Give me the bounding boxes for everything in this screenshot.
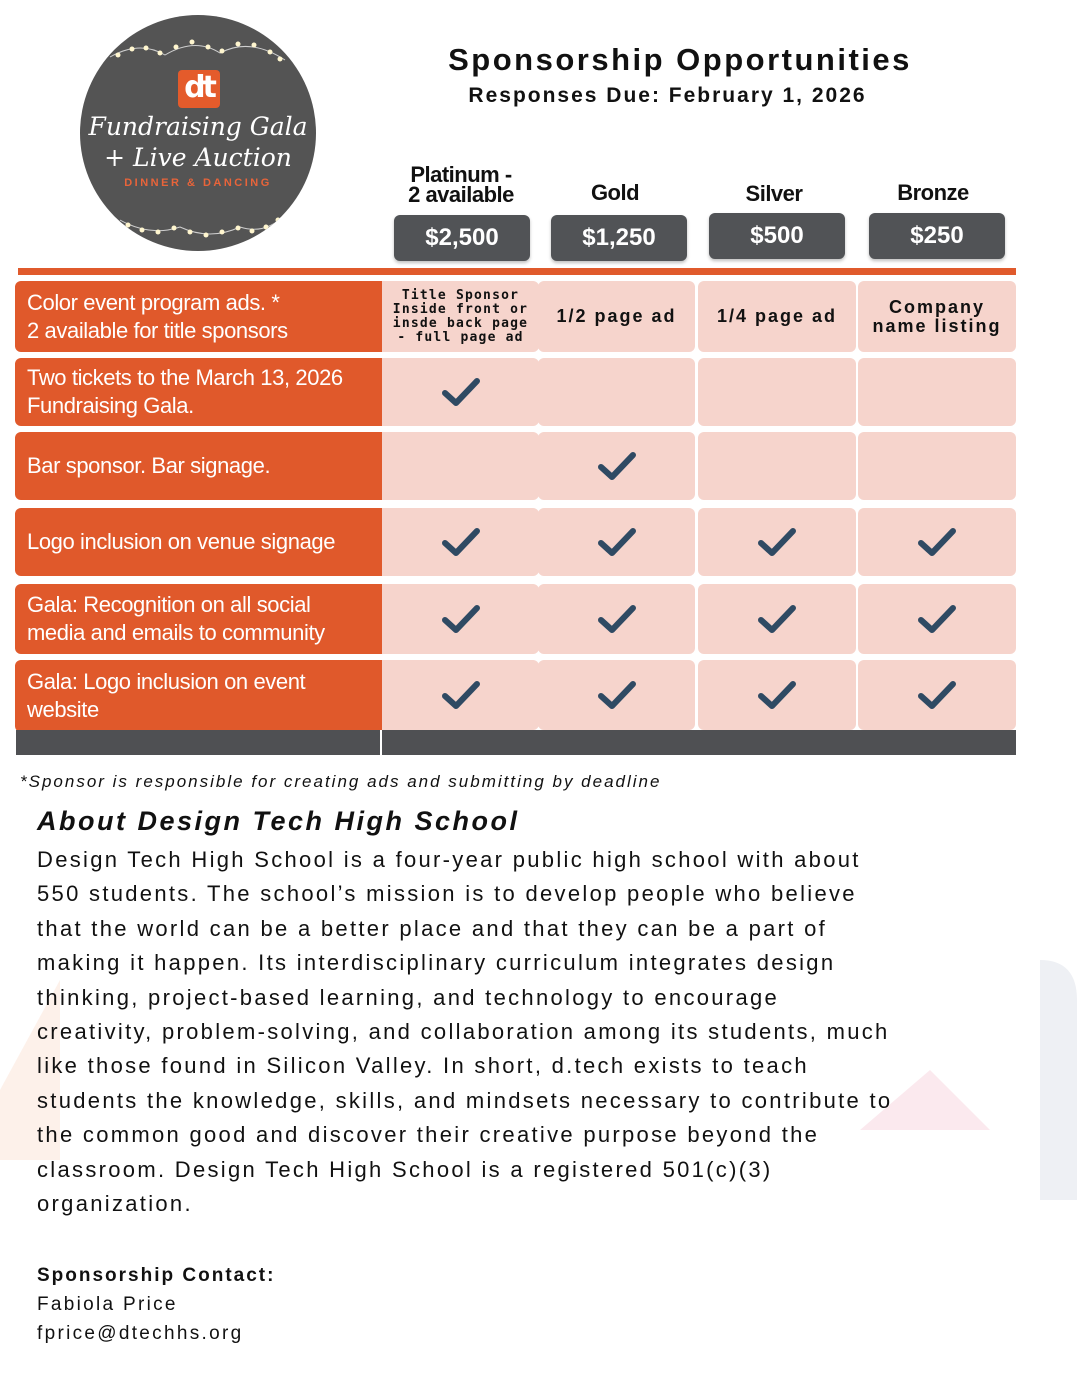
cell-bar-gold <box>538 432 695 500</box>
dt-logo-mark: dt <box>178 70 220 108</box>
about-line: making it happen. Its interdisciplinary curriculum integrates design <box>37 950 836 976</box>
check-icon <box>441 603 481 635</box>
price-silver: $500 <box>709 213 845 259</box>
about-line: like those found in Silicon Valley. In short, d.tech exists to teach <box>37 1053 809 1079</box>
row-label-event-website: Gala: Logo inclusion on event website <box>15 660 382 732</box>
page-title: Sponsorship Opportunities <box>448 42 912 77</box>
check-icon <box>597 603 637 635</box>
cell-program-ads-gold: 1/2 page ad <box>538 281 695 352</box>
about-heading: About Design Tech High School <box>37 806 520 836</box>
about-line: organization. <box>37 1191 193 1217</box>
table-footer-bar <box>16 730 1016 755</box>
check-icon <box>441 376 481 408</box>
check-icon <box>917 679 957 711</box>
cell-program-ads-silver: 1/4 page ad <box>698 281 856 352</box>
logo-title-line2: + Live Auction <box>104 143 292 172</box>
cell-tickets-platinum <box>382 358 539 426</box>
price-platinum: $2,500 <box>394 215 530 261</box>
contact-name: Fabiola Price <box>37 1294 178 1315</box>
about-line: that the world can be a better place and that they can be a part of <box>37 915 828 941</box>
about-line: classroom. Design Tech High School is a registered 501(c)(3) <box>37 1156 773 1182</box>
price-gold: $1,250 <box>551 215 687 261</box>
cell-bar-bronze <box>858 432 1016 500</box>
tier-name-platinum: Platinum - 2 available <box>408 162 514 207</box>
about-line: 550 students. The school’s mission is to develop people who believe <box>37 881 857 907</box>
row-label-bar-sponsor: Bar sponsor. Bar signage. <box>15 432 382 500</box>
check-icon <box>597 679 637 711</box>
tier-name-bronze: Bronze <box>897 180 969 205</box>
row-label-tickets: Two tickets to the March 13, 2026 Fundraising Gala. <box>15 358 382 426</box>
check-icon <box>917 526 957 558</box>
about-line: the common good and discover their creative purpose beyond the <box>37 1122 820 1148</box>
cell-venue-platinum <box>382 508 539 576</box>
cell-social-platinum <box>382 584 539 654</box>
cell-bar-silver <box>698 432 856 500</box>
contact-heading: Sponsorship Contact: <box>37 1265 276 1286</box>
cell-bar-platinum <box>382 432 539 500</box>
cell-tickets-bronze <box>858 358 1016 426</box>
tier-name-gold: Gold <box>590 180 640 205</box>
about-line: thinking, project-based learning, and technology to encourage <box>37 984 780 1010</box>
header-divider <box>18 268 1016 275</box>
logo-title-line1: Fundraising Gala <box>88 112 308 141</box>
check-icon <box>757 526 797 558</box>
cell-website-gold <box>538 660 695 730</box>
check-icon <box>597 450 637 482</box>
check-icon <box>441 526 481 558</box>
cell-program-ads-bronze: Company name listing <box>858 281 1016 352</box>
cell-program-ads-platinum: Title Sponsor Inside front or insde back page - full page ad <box>382 281 539 352</box>
page-subtitle: Responses Due: February 1, 2026 <box>468 84 867 107</box>
cell-tickets-gold <box>538 358 695 426</box>
cell-venue-bronze <box>858 508 1016 576</box>
cell-venue-gold <box>538 508 695 576</box>
check-icon <box>757 679 797 711</box>
cell-website-bronze <box>858 660 1016 730</box>
cell-social-gold <box>538 584 695 654</box>
price-bronze: $250 <box>869 213 1005 259</box>
logo-subtitle: DINNER & DANCING <box>124 177 272 189</box>
about-line: creativity, problem-solving, and collaboration among its students, much <box>37 1019 890 1045</box>
contact-email-link[interactable]: fprice@dtechhs.org <box>37 1323 244 1344</box>
cell-venue-silver <box>698 508 856 576</box>
row-label-social-media: Gala: Recognition on all social media and emails to community <box>15 584 382 654</box>
cell-website-silver <box>698 660 856 730</box>
about-paragraph <box>37 843 1037 1221</box>
check-icon <box>757 603 797 635</box>
cell-social-silver <box>698 584 856 654</box>
row-label-venue-signage: Logo inclusion on venue signage <box>15 508 382 576</box>
check-icon <box>597 526 637 558</box>
about-line: Design Tech High School is a four-year public high school with about <box>37 847 861 872</box>
check-icon <box>917 603 957 635</box>
sponsor-note: *Sponsor is responsible for creating ads and submitting by deadline <box>20 772 662 791</box>
check-icon <box>441 679 481 711</box>
cell-social-bronze <box>858 584 1016 654</box>
row-label-program-ads: Color event program ads. * 2 available for title sponsors <box>15 281 382 352</box>
table-footer-divider <box>380 730 382 755</box>
cell-website-platinum <box>382 660 539 730</box>
cell-tickets-silver <box>698 358 856 426</box>
gala-logo <box>80 15 316 251</box>
about-line: students the knowledge, skills, and mindsets necessary to contribute to <box>37 1087 893 1113</box>
tier-name-silver: Silver <box>745 181 803 206</box>
